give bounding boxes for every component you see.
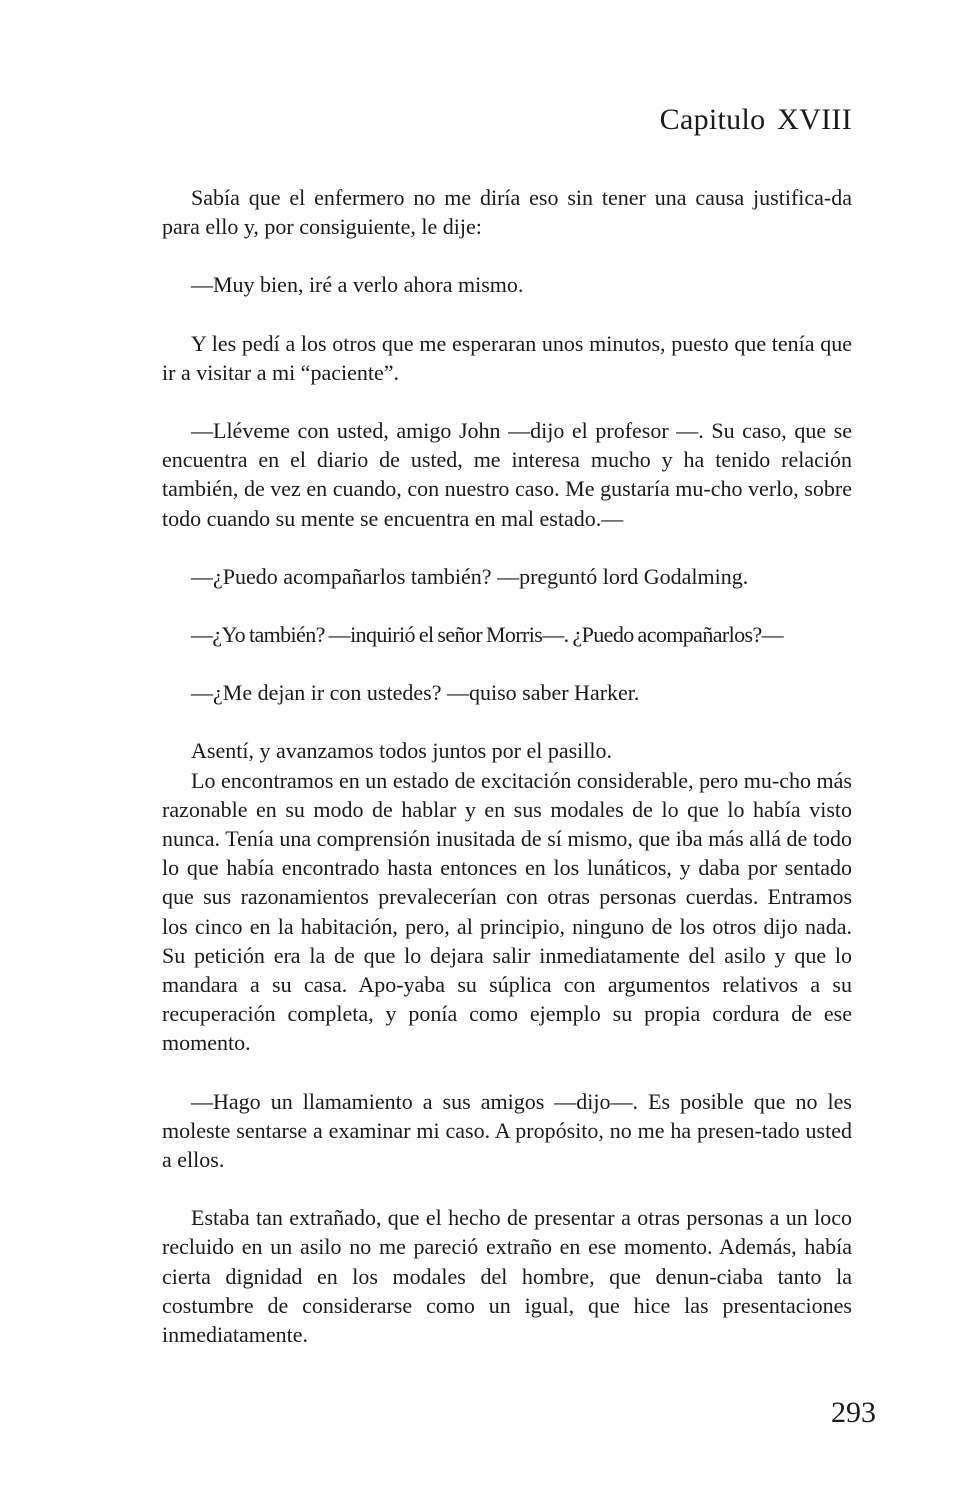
- paragraph: Sabía que el enfermero no me diría eso sin tener una causa justifica-da para ello y, por consiguiente, le dije:: [162, 185, 852, 240]
- dialogue-line: —¿Yo también? —inquirió el señor Morris—. ¿Puedo acompañarlos?—: [191, 622, 784, 648]
- paragraph: Estaba tan extrañado, que el hecho de presentar a otras personas a un loco recluido en un asilo no me pareció extraño en ese momento. Además, había cierta dignidad en los modales del hombre, que denun-ciaba tanto la costumbre de considerarse como un igual, que hice las presentaciones inmediatamente.: [162, 1205, 852, 1348]
- paragraph: Lo encontramos en un estado de excitación considerable, pero mu-cho más razonable en su modo de hablar y en sus modales de lo que lo había visto nunca. Tenía una comprensión inusitada de sí mismo, que iba más allá de todo lo que había encontrado hasta entonces en los lunáticos, y daba por sentado que sus razonamientos prevalecerían con otras personas cuerdas. Entramos los cinco en la habitación, pero, al principio, ninguno de los otros dijo nada. Su petición era la de que lo dejara salir inmediatamente del asilo y que lo mandara a su casa. Apo-yaba su súplica con argumentos relativos a su recuperación completa, y ponía como ejemplo su propia cordura de ese momento.: [162, 767, 852, 1056]
- paragraph: Asentí, y avanzamos todos juntos por el pasillo.: [191, 738, 612, 764]
- dialogue-line: —¿Me dejan ir con ustedes? —quiso saber Harker.: [191, 680, 640, 706]
- dialogue-paragraph: —Lléveme con usted, amigo John —dijo el profesor —. Su caso, que se encuentra en el diario de usted, me interesa mucho y ha tenido relación también, de vez en cuando, con nuestro caso. Me gustaría mu-cho verlo, sobre todo cuando su mente se encuentra en mal estado.—: [162, 418, 852, 531]
- dialogue-line: —¿Puedo acompañarlos también? —preguntó lord Godalming.: [191, 563, 749, 589]
- page-number: 293: [831, 1396, 876, 1429]
- dialogue-paragraph: —Hago un llamamiento a sus amigos —dijo—. Es posible que no les moleste sentarse a examinar mi caso. A propósito, no me ha presen-tado usted a ellos.: [162, 1088, 852, 1173]
- chapter-title: Capitulo XVIII: [659, 103, 852, 136]
- dialogue-line: —Muy bien, iré a verlo ahora mismo.: [191, 272, 524, 298]
- paragraph: Y les pedí a los otros que me esperaran unos minutos, puesto que tenía que ir a visitar a mi “paciente”.: [162, 330, 852, 385]
- body-text: [162, 183, 852, 1378]
